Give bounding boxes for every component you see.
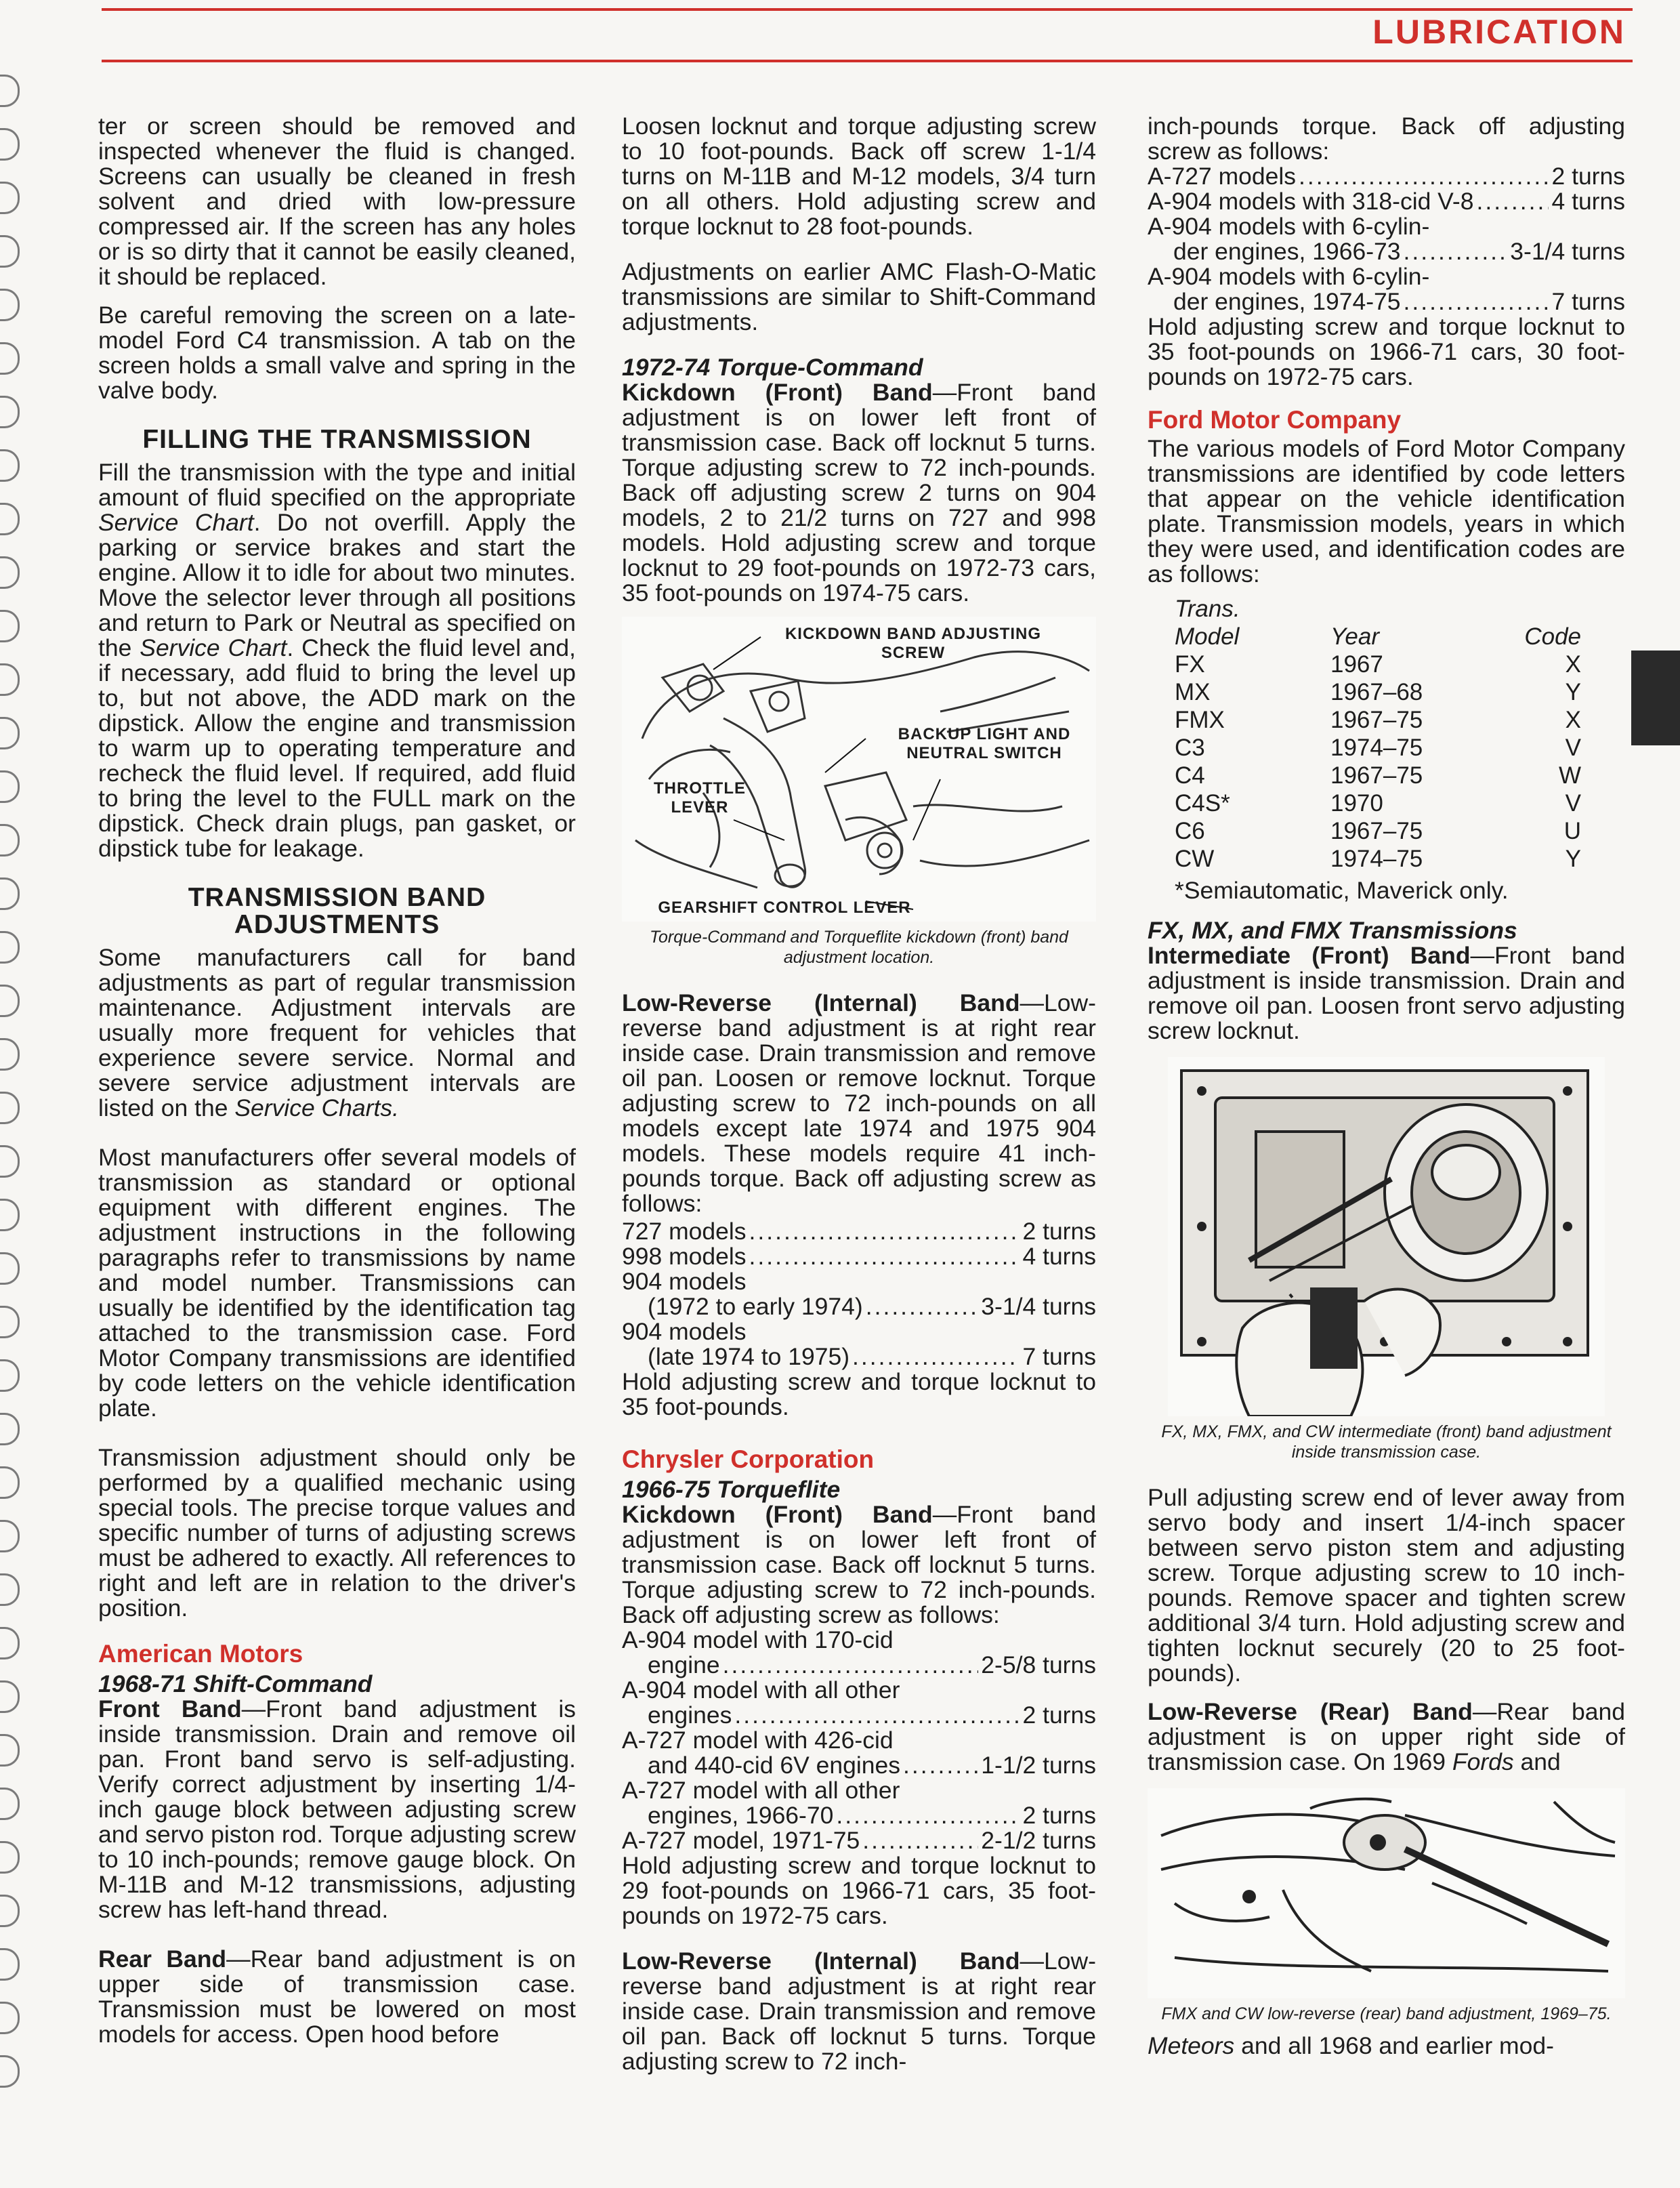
heading-band-adjustments: TRANSMISSION BAND ADJUSTMENTS xyxy=(188,883,486,939)
spec-row: der engines, 1966-73 ..... 3-1/4 turns xyxy=(1148,239,1625,264)
heading-filling: FILLING THE TRANSMISSION xyxy=(142,425,532,454)
table-header-code: Code xyxy=(1524,623,1581,650)
table-row: MX 1967–68 Y xyxy=(1175,679,1581,705)
paragraph: Kickdown (Front) Band—Front band adjustment is on lower left front of transmission case. Back off locknut 5 turns. Torque adjusting screw to 72 inch-pounds. Back off adjusting screw 2 turns on 904 models, 2 to 21/2 turns on 727 and 998 models. Hold adjusting screw and torque locknut to 29 foot-pounds on 1972-73 cars, 35 foot-pounds on 1974-75 cars. xyxy=(622,379,1096,606)
top-rule xyxy=(102,8,1633,11)
spec-list xyxy=(622,1219,1096,1369)
section-header: LUBRICATION xyxy=(1372,13,1626,51)
label-kickdown-band-screw: KICKDOWN BAND ADJUSTING SCREW xyxy=(784,625,1042,662)
subheading-torqueflite: 1966-75 Torqueflite xyxy=(622,1476,841,1503)
section-chrysler: Chrysler Corporation xyxy=(622,1445,875,1473)
table-header-model: Trans. Model xyxy=(1175,596,1240,650)
paragraph: Pull adjusting screw end of lever away from servo body and insert 1/4-inch spacer between servo piston stem and adjusting screw. Torque adjusting screw to 10 inch-pounds. Remove spacer and tighten screw additional 3/4 turn. Hold adjusting screw and tighten locknut securely (20 to 25 foot-pounds). xyxy=(1148,1484,1625,1687)
spec-row-label: A-904 models with 6-cylin- xyxy=(1148,263,1430,290)
spec-row-label: A-904 models with 6-cylin- xyxy=(1148,213,1430,240)
paragraph: Front Band—Front band adjustment is inside transmission. Drain and remove oil pan. Front band servo is self-adjusting. Verify correct adjustment by inserting 1/4-inch gauge block between adjusting screw and servo piston rod. Torque adjusting screw to 10 inch-pounds; remove gauge block. On M-11B and M-12 transmissions, adjusting screw has left-hand thread. xyxy=(98,1695,576,1923)
column-2 xyxy=(622,114,1096,2088)
column-1 xyxy=(98,114,576,2061)
spec-row: and 440-cid 6V engines ..... 1-1/2 turns xyxy=(622,1753,1096,1778)
paragraph: The various models of Ford Motor Company transmissions are identified by code letters that appear on the vehicle identification plate. Transmission models, years in which they were used, and identification codes are as follows: xyxy=(1148,435,1625,587)
label-gearshift-control-lever: GEARSHIFT CONTROL LEVER xyxy=(658,899,911,917)
spec-row: engines ..... 2 turns xyxy=(622,1703,1096,1728)
spec-row: der engines, 1974-75 ..... 7 turns xyxy=(1148,289,1625,314)
paragraph: Be careful removing the screen on a late-model Ford C4 transmission. A tab on the screen holds a small valve and spring in the valve body. xyxy=(98,302,576,404)
paragraph: inch-pounds torque. Back off adjusting screw as follows: xyxy=(1148,112,1625,165)
paragraph: Hold adjusting screw and torque locknut to 35 foot-pounds on 1966-71 cars, 30 foot-pounds on 1972-75 cars. xyxy=(1148,313,1625,390)
spec-row: A-904 models with 318-cid V-8 ..... 4 turns xyxy=(1148,189,1625,214)
spec-row-label: A-727 model with all other xyxy=(622,1777,900,1804)
paragraph: Kickdown (Front) Band—Front band adjustment is on lower left front of transmission case. Back off locknut 5 turns. Torque adjusting screw to 72 inch-pounds. Back off adjusting screw as follows: xyxy=(622,1501,1096,1628)
subheading-fx-mx-fmx: FX, MX, and FMX Transmissions xyxy=(1148,917,1517,944)
paragraph: Hold adjusting screw and torque locknut to 35 foot-pounds. xyxy=(622,1368,1096,1420)
paragraph: Transmission adjustment should only be performed by a qualified mechanic using special tools. The precise torque values and specific number of turns of adjusting screws must be adhered to exactly. All references to right and left are in relation to the driver's position. xyxy=(98,1444,576,1622)
subheading-shift-command: 1968-71 Shift-Command xyxy=(98,1670,373,1697)
spec-row-label: 904 models xyxy=(622,1268,747,1295)
column-3 xyxy=(1148,114,1625,2072)
spec-row-label: 904 models xyxy=(622,1318,747,1345)
paragraph: Hold adjusting screw and torque locknut to 29 foot-pounds on 1966-71 cars, 35 foot-pounds on 1972-75 cars. xyxy=(622,1852,1096,1929)
spec-row: (1972 to early 1974) ..... 3-1/4 turns xyxy=(622,1294,1096,1319)
spec-row-label: A-727 model with 426-cid xyxy=(622,1727,894,1754)
subheading-torque-command: 1972-74 Torque-Command xyxy=(622,354,923,381)
low-reverse-band-photo xyxy=(1148,1788,1625,1998)
transmission-codes-table xyxy=(1175,595,1581,873)
table-row: FMX 1967–75 X xyxy=(1175,707,1581,733)
figure-caption: Torque-Command and Torqueflite kickdown (front) band adjustment location. xyxy=(650,928,1068,967)
figure-caption: FX, MX, FMX, and CW intermediate (front) band adjustment inside transmission case. xyxy=(1161,1422,1612,1462)
paragraph: Fill the transmission with the type and initial amount of fluid specified on the appropriate Service Chart. Do not overfill. Apply the parking or service brakes and start the engine. Allow it to idle for about two minutes. Move the selector lever through all positions and return to Park or Neutral as specified on the Service Chart. Check the fluid level and, if necessary, add fluid to bring the level up to, but not above, the ADD mark on the dipstick. Allow the engine and transmission to warm up to operating temperature and recheck the fluid level. If required, add fluid to bring the level to the FULL mark on the dipstick. Check drain plugs, pan gasket, or dipstick tube for leakage. xyxy=(98,459,576,862)
label-throttle-lever: THROTTLE LEVER xyxy=(654,779,746,817)
paragraph: Low-Reverse (Internal) Band—Low-reverse band adjustment is at right rear inside case. Drain transmission and remove oil pan. Back off locknut 5 turns. Torque adjusting screw to 72 inch- xyxy=(622,1947,1096,2075)
binder-holes xyxy=(0,75,20,2109)
table-row: C3 1974–75 V xyxy=(1175,735,1581,761)
spec-row: A-727 model, 1971-75 ..... 2-1/2 turns xyxy=(622,1828,1096,1853)
figure-intermediate-band xyxy=(1168,1057,1605,1416)
section-ford: Ford Motor Company xyxy=(1148,406,1402,434)
paragraph: Most manufacturers offer several models of transmission as standard or optional equipment with different engines. The adjustment instructions in the following paragraphs refer to transmissions by name and model number. Transmissions can usually be identified by the identification tag attached to the transmission case. Ford Motor Company transmissions are identified by code letters on the vehicle identification plate. xyxy=(98,1144,576,1422)
paragraph: Rear Band—Rear band adjustment is on upper side of transmission case. Transmission must be lowered on most models for access. Open hood before xyxy=(98,1945,576,2048)
table-header-row xyxy=(1175,595,1581,651)
spec-row: 998 models ..... 4 turns xyxy=(622,1244,1096,1269)
figure-kickdown-band xyxy=(622,617,1096,922)
paragraph: Intermediate (Front) Band—Front band adjustment is inside transmission. Drain and remove oil pan. Loosen front servo adjusting screw locknut. xyxy=(1148,942,1625,1044)
intermediate-band-photo xyxy=(1168,1057,1605,1416)
figure-caption: FMX and CW low-reverse (rear) band adjustment, 1969–75. xyxy=(1161,2004,1612,2023)
spec-row: (late 1974 to 1975) ..... 7 turns xyxy=(622,1344,1096,1369)
header-underline xyxy=(102,60,1633,62)
paragraph: Low-Reverse (Internal) Band—Low-reverse band adjustment is at right rear inside case. Drain transmission and remove oil pan. Loosen or remove locknut. Torque adjusting screw to 72 inch-pounds on all models except late 1974 and 1975 904 models. These models require 41 inch-pounds torque. Back off adjusting screw as follows: xyxy=(622,989,1096,1217)
table-row: FX 1967 X xyxy=(1175,651,1581,678)
spec-row: engines, 1966-70 ..... 2 turns xyxy=(622,1803,1096,1828)
paragraph: Adjustments on earlier AMC Flash-O-Matic transmissions are similar to Shift-Command adjustments. xyxy=(622,258,1096,335)
paragraph: Meteors and all 1968 and earlier mod- xyxy=(1148,2032,1554,2059)
spec-row: engine ..... 2-5/8 turns xyxy=(622,1653,1096,1678)
spec-row-label: A-904 model with all other xyxy=(622,1676,900,1704)
spec-list xyxy=(1148,164,1625,314)
table-footnote: *Semiautomatic, Maverick only. xyxy=(1175,877,1509,904)
table-row: CW 1974–75 Y xyxy=(1175,846,1581,872)
section-american-motors: American Motors xyxy=(98,1640,303,1668)
thumb-index-tab xyxy=(1631,651,1680,745)
label-backup-light-switch: BACKUP LIGHT AND NEUTRAL SWITCH xyxy=(898,725,1071,762)
paragraph: Loosen locknut and torque adjusting screw to 10 foot-pounds. Back off screw 1-1/4 turns on M-11B and M-12 models, 3/4 turn on all others. Hold adjusting screw and torque locknut to 28 foot-pounds. xyxy=(622,112,1096,240)
figure-low-reverse-band xyxy=(1148,1788,1625,1998)
table-row: C6 1967–75 U xyxy=(1175,818,1581,844)
spec-row: 727 models ..... 2 turns xyxy=(622,1219,1096,1244)
spec-row-label: A-904 model with 170-cid xyxy=(622,1626,894,1653)
table-row: C4 1967–75 W xyxy=(1175,762,1581,789)
table-header-year: Year xyxy=(1330,623,1379,650)
paragraph: Low-Reverse (Rear) Band—Rear band adjustment is on upper right side of transmission case. On 1969 Fords and xyxy=(1148,1698,1625,1775)
spec-list xyxy=(622,1628,1096,1853)
paragraph: ter or screen should be removed and inspected whenever the fluid is changed. Screens can usually be cleaned in fresh solvent and dried with low-pressure compressed air. If the screen has any holes or is so dirty that it cannot be easily cleaned, it should be replaced. xyxy=(98,112,576,290)
table-row: C4S* 1970 V xyxy=(1175,790,1581,817)
paragraph: Some manufacturers call for band adjustments as part of regular transmission maintenance. Adjustment intervals are usually more frequent for vehicles that experience severe service. Normal and severe service adjustment intervals are listed on the Service Charts. xyxy=(98,944,576,1121)
spec-row: A-727 models ..... 2 turns xyxy=(1148,164,1625,189)
